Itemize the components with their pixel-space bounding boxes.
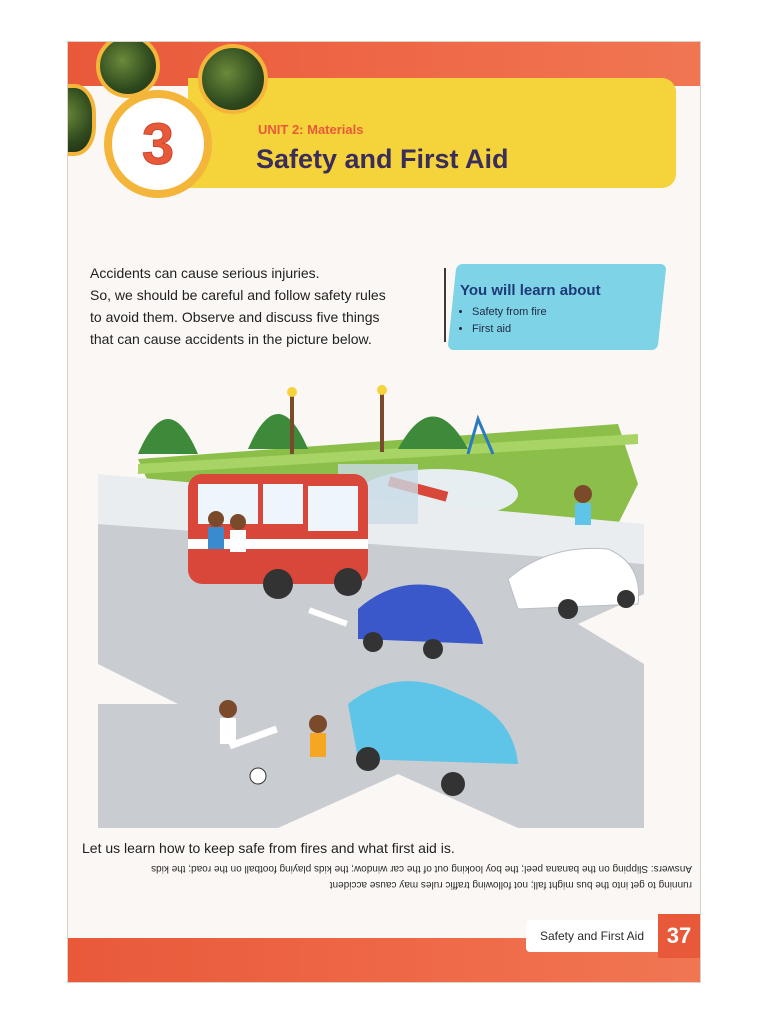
decorative-photo-3 [68,84,96,156]
learn-about-item: • First aid [472,321,547,338]
intro-line: to avoid them. Observe and discuss five things [90,309,380,325]
intro-line: that can cause accidents in the picture below. [90,331,372,347]
page-number: 37 [658,914,700,958]
learn-about-title: You will learn about [460,282,601,299]
intro-line: So, we should be careful and follow safety rules [90,287,386,303]
footer-label: Safety and First Aid [526,920,658,952]
textbook-page [68,42,700,982]
street-scene-illustration [98,364,644,828]
chapter-number: 3 [112,98,204,190]
learn-about-box [444,264,662,352]
caption: Let us learn how to keep safe from fires and what first aid is. [82,840,455,856]
unit-label: UNIT 2: Materials [258,122,364,137]
learn-about-item: • Safety from fire [472,304,547,321]
football-icon [250,768,266,784]
chapter-title: Safety and First Aid [256,144,509,174]
decorative-photo-2 [198,44,268,114]
answers-upside-down [82,860,692,892]
child-icon [574,485,592,525]
intro-line: Accidents can cause serious injuries. [90,265,320,281]
answers-line: Answers: Slipping on the banana peel; the boy looking out of the car window; the kids playing football on the road; the kids [151,863,692,874]
learn-about-list [444,304,547,338]
intro-paragraph [90,262,430,350]
answers-line: running to get into the bus might fall; not following traffic rules may cause accident [329,879,692,890]
